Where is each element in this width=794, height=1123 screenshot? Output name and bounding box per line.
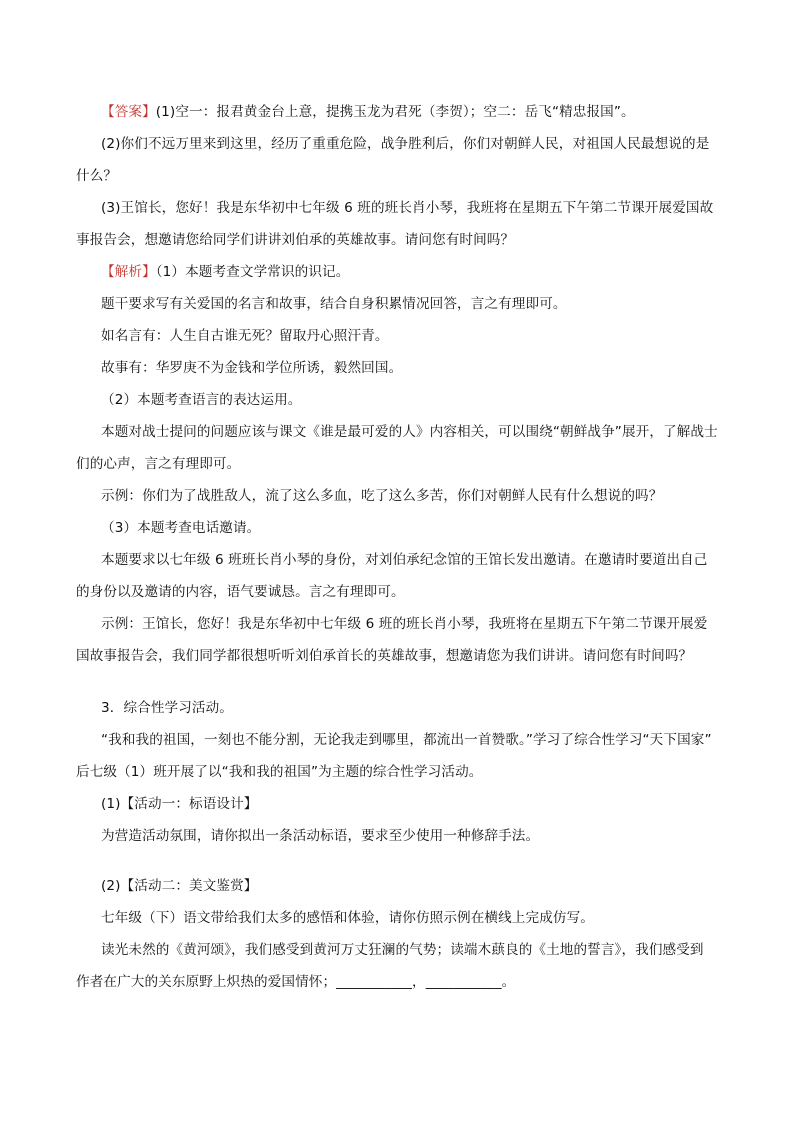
analysis-p2-line-2: 示例：你们为了战胜敌人，流了这么多血，吃了这么多苦，你们对朝鲜人民有什么想说的吗？	[101, 488, 663, 504]
activity-1-task: 为营造活动氛围，请你拟出一条活动标语，要求至少使用一种修辞手法。	[101, 828, 540, 844]
activity-1-title: (1)【活动一：标语设计】	[101, 796, 258, 812]
answer-line-3b: 事报告会，想邀请您给同学们讲讲刘伯承的英雄故事。请问您有时间吗？	[76, 232, 515, 248]
analysis-p2-line-1b: 们的心声，言之有理即可。	[76, 456, 241, 472]
section-gap	[76, 672, 726, 692]
analysis-head-1-text: （1）本题考查文学常识的识记。	[155, 264, 350, 280]
activity-2-example-b: 作者在广大的关东原野上炽热的爱国情怀；___________，___________。	[76, 974, 516, 990]
analysis-p3-line-2b: 国故事报告会，我们同学都很想听听刘伯承首长的英雄故事，想邀请您为我们讲讲。请问您有时间吗？	[76, 648, 693, 664]
answer-tag: 【答案】	[101, 104, 156, 120]
analysis-tag: 【解析】	[101, 264, 156, 280]
answer-line-3a: (3)王馆长，您好！我是东华初中七年级 6 班的班长肖小琴，我班将在星期五下午第二节课开展爱国故	[101, 200, 714, 216]
activity-2-example-a: 读光未然的《黄河颂》，我们感受到黄河万丈狂澜的气势；读端木蕻良的《土地的誓言》，我们感受到	[101, 942, 704, 958]
analysis-p3-line-1a: 本题要求以七年级 6 班班长肖小琴的身份，对刘伯承纪念馆的王馆长发出邀请。在邀请时要道出自己	[101, 552, 708, 568]
question-3-title: 3．综合性学习活动。	[101, 700, 233, 716]
answer-line-1	[76, 96, 726, 128]
activity-2-task: 七年级（下）语文带给我们太多的感悟和体验，请你仿照示例在横线上完成仿写。	[101, 910, 594, 926]
analysis-p2-line-1a: 本题对战士提问的问题应该与课文《谁是最可爱的人》内容相关，可以围绕“朝鲜战争”展开，了解战士	[101, 424, 718, 440]
question-3-intro-a: “我和我的祖国，一刻也不能分割，无论我走到哪里，都流出一首赞歌。”学习了综合性学习“天下国家”	[101, 732, 712, 748]
analysis-p1-line-2: 如名言有：人生自古谁无死？留取丹心照汗青。	[101, 328, 389, 344]
analysis-head-3: （3）本题考查电话邀请。	[101, 520, 261, 536]
question-3-intro-b: 后七级（1）班开展了以“我和我的祖国”为主题的综合性学习活动。	[76, 764, 483, 780]
analysis-head-1	[76, 256, 726, 288]
analysis-p3-line-1b: 的身份以及邀请的内容，语气要诚恳。言之有理即可。	[76, 584, 405, 600]
activity-2-title: (2)【活动二：美文鉴赏】	[101, 878, 258, 894]
analysis-p3-line-2a: 示例：王馆长，您好！我是东华初中七年级 6 班的班长肖小琴，我班将在星期五下午第二节课开展爱	[101, 616, 708, 632]
answer-line-2b: 什么？	[76, 168, 118, 184]
analysis-p1-line-1: 题干要求写有关爱国的名言和故事，结合自身积累情况回答，言之有理即可。	[101, 296, 567, 312]
document-content	[76, 96, 726, 998]
analysis-p1-line-3: 故事有：华罗庚不为金钱和学位所诱，毅然回国。	[101, 360, 403, 376]
answer-line-2a: (2)你们不远万里来到这里，经历了重重危险，战争胜利后，你们对朝鲜人民，对祖国人民最想说的是	[101, 136, 710, 152]
analysis-head-2: （2）本题考查语言的表达运用。	[101, 392, 302, 408]
answer-text-1: (1)空一：报君黄金台上意，提携玉龙为君死（李贺）；空二：岳飞“精忠报国”。	[155, 104, 635, 120]
activity-gap	[76, 852, 726, 870]
